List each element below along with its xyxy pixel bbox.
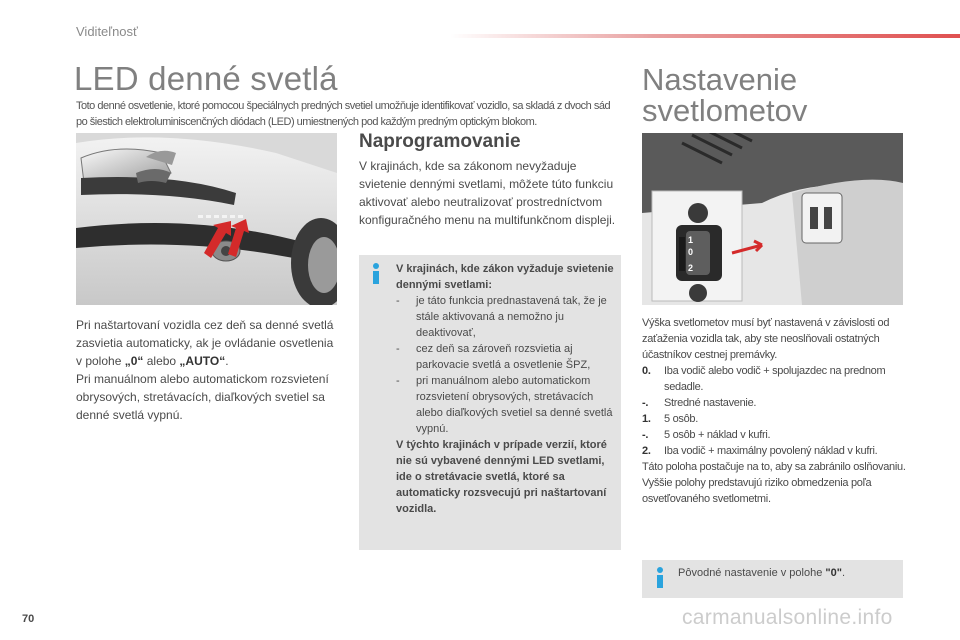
header-divider	[450, 34, 960, 38]
headlamp-adjust-photo	[642, 133, 903, 305]
nast-info-text: Pôvodné nastavenie v polohe "0".	[678, 567, 846, 579]
led-description	[76, 316, 341, 424]
info-lead: V krajinách, kde zákon vyžaduje svietenie dennými svetlami:	[396, 263, 614, 291]
info-tail: V týchto krajinách v prípade verzií, ktoré nie sú vybavené dennými LED svetlami, ide o stretávacie svetlá, ktoré sa automaticky rozsvecujú pri naštartovaní vozidla.	[396, 439, 607, 515]
list-item: - cez deň sa zároveň rozsvietia aj parkovacie svetlá a osvetlenie ŠPZ,	[396, 343, 591, 371]
nast-note-1: Táto poloha postačuje na to, aby sa zabránilo oslňovaniu.	[642, 461, 906, 473]
list-item: -. Stredné nastavenie.	[642, 397, 757, 409]
section-title: Viditeľnosť	[76, 24, 138, 39]
list-item: 1. 5 osôb.	[642, 413, 698, 425]
nast-description	[642, 315, 907, 507]
watermark: carmanualsonline.info	[682, 606, 893, 629]
prog-text: V krajinách, kde sa zákonom nevyžaduje svietenie dennými svetlami, môžete túto funkciu aktivovať alebo neutralizovať prostredníctvom konfiguračného menu na multifunkčnom displeji.	[359, 159, 616, 227]
list-item: - pri manuálnom alebo automatickom rozsvietení obrysových, stretávacích alebo diaľkových svetiel sa denné svetlá vypnú.	[396, 375, 613, 435]
list-item: 2. Iba vodič + maximálny povolený náklad v kufri.	[642, 445, 878, 457]
nast-note-2: Vyššie polohy predstavujú riziko obmedzenia poľa osvetľovaného svetlometmi.	[642, 477, 872, 505]
led-text-a: Pri naštartovaní vozidla cez deň sa denné svetlá zasvietia automaticky, ak je ovládanie osvetlenia v polohe	[76, 318, 334, 368]
dial-mark-1: 1	[688, 235, 694, 245]
nast-info-box	[642, 560, 903, 598]
car-front-illustration	[76, 133, 337, 305]
prog-title: Naprogramovanie	[359, 131, 521, 152]
led-text-or: alebo	[143, 354, 180, 368]
pos-0: „0“	[124, 354, 144, 368]
dial-mark-2: 2	[688, 263, 694, 273]
list-item: - je táto funkcia prednastavená tak, že je stále aktivovaná a nemožno ju deaktivovať,	[396, 295, 607, 339]
nast-title: Nastavenie svetlometov	[642, 62, 808, 128]
led-text-p2: Pri manuálnom alebo automatickom rozsvietení obrysových, stretávacích, diaľkových svetiel sa denné svetlá vypnú.	[76, 372, 329, 422]
car-front-photo	[76, 133, 337, 305]
prog-info-box	[359, 255, 621, 550]
page-number: 70	[22, 613, 35, 625]
list-item: -. 5 osôb + náklad v kufri.	[642, 429, 771, 441]
nast-intro: Výška svetlometov musí byť nastavená v závislosti od zaťaženia vozidla tak, aby ste neoslňovali ostatných účastníkov cestnej premávky.	[642, 317, 890, 361]
led-text-end: .	[225, 354, 229, 368]
info-icon	[652, 566, 668, 588]
led-intro: Toto denné osvetlenie, ktoré pomocou špeciálnych predných svetiel umožňuje identifikovať vozidlo, sa skladá z dvoch sád po šiestich elektroluminiscenčných diódach (LED) umiestnených pod každým predným optickým blokom.	[76, 100, 611, 128]
info-icon	[368, 262, 384, 284]
pos-auto: „AUTO“	[179, 354, 226, 368]
dial-mark-0: 0	[688, 247, 694, 257]
led-title: LED denné svetlá	[74, 60, 338, 97]
dashboard-illustration	[642, 133, 903, 305]
list-item: 0. Iba vodič alebo vodič + spolujazdec na prednom sedadle.	[642, 365, 886, 393]
